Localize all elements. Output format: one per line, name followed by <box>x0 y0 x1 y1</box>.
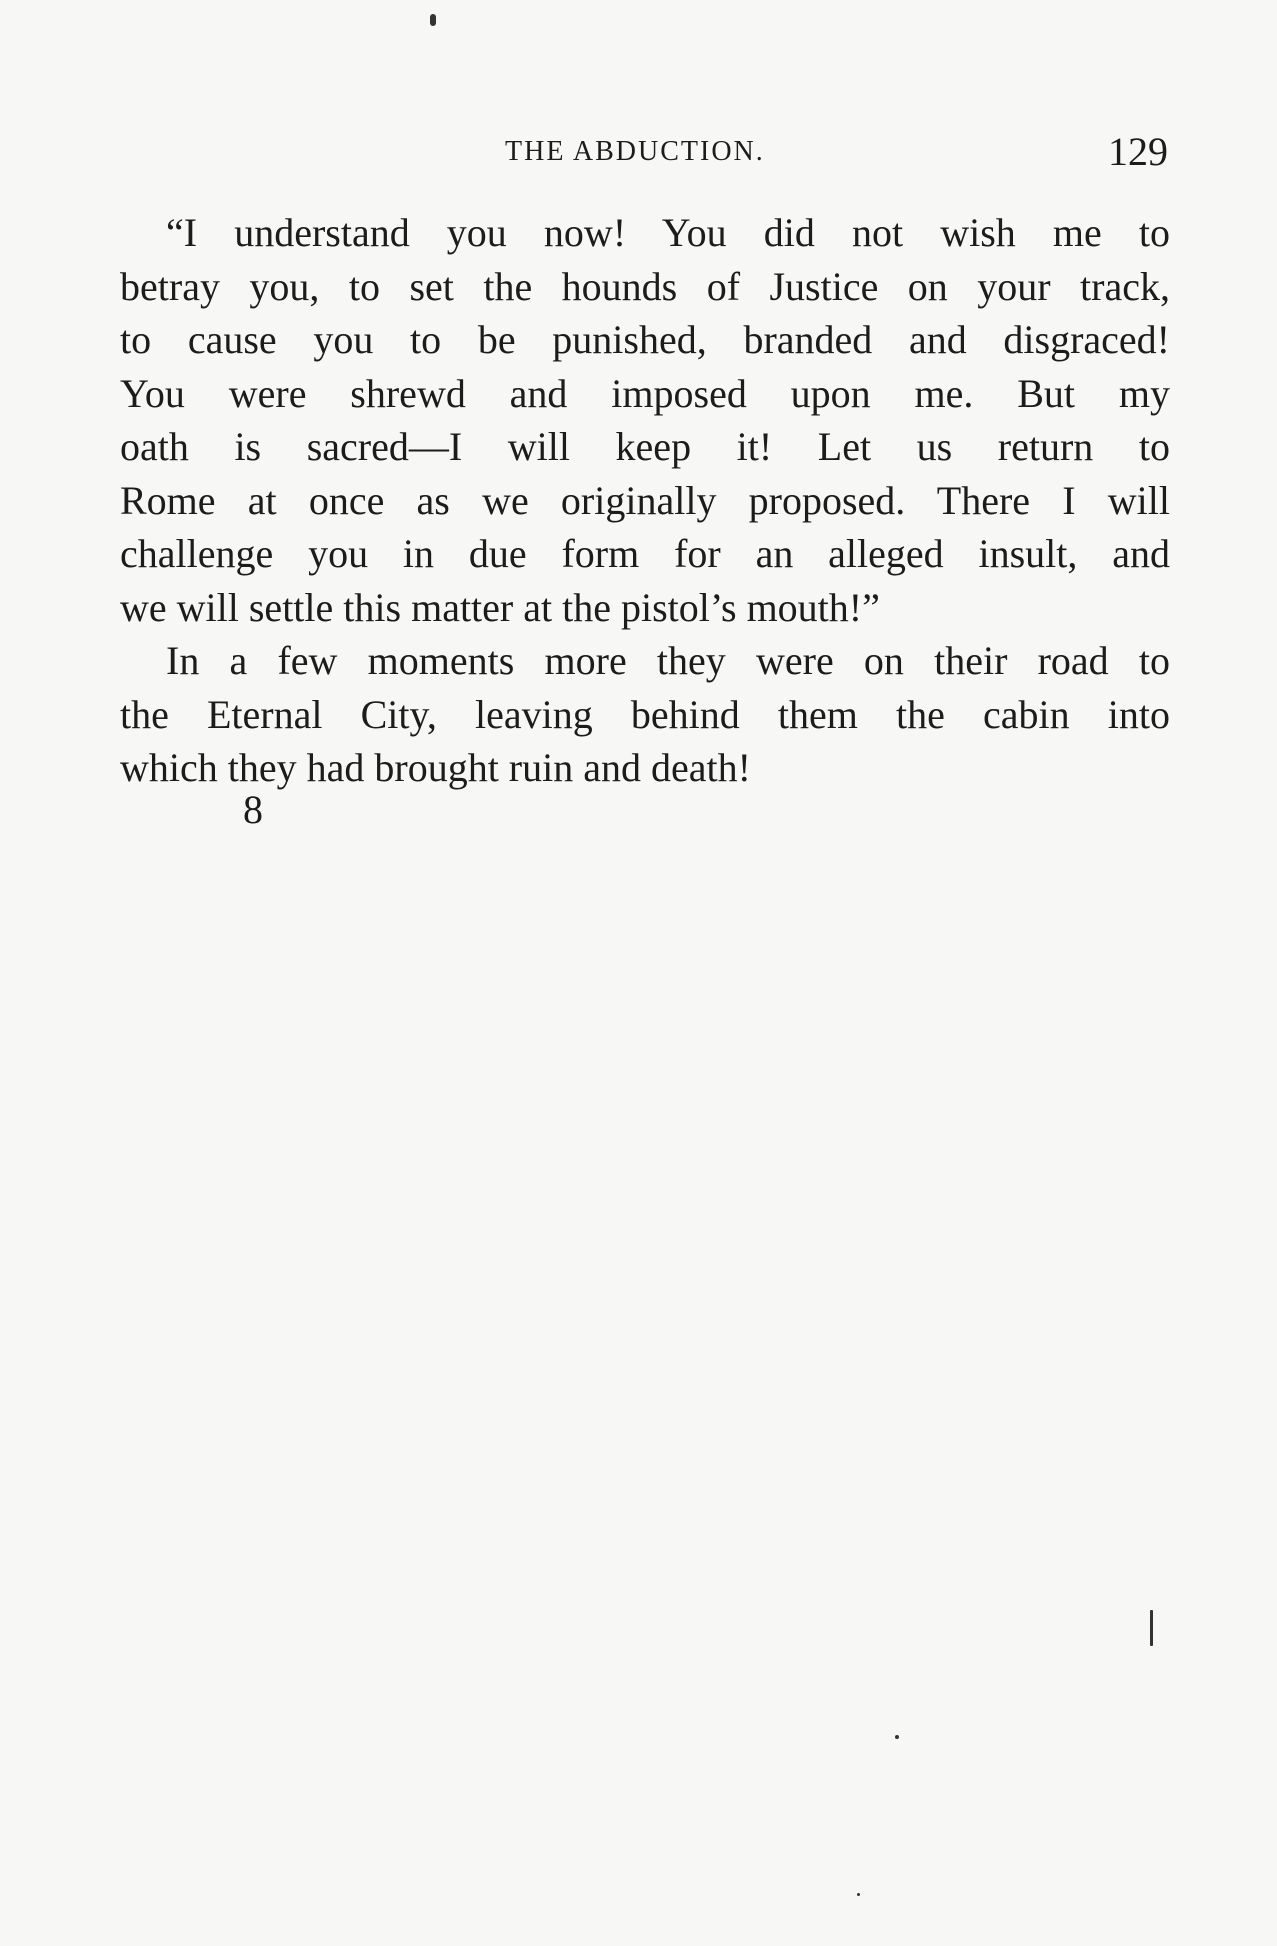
ink-speck <box>895 1735 899 1739</box>
text-line: we will settle this matter at the pistol’s mouth!” <box>120 584 880 630</box>
body-text <box>120 206 1170 795</box>
ink-speck <box>857 1893 860 1896</box>
running-title: THE ABDUCTION. <box>505 136 765 167</box>
text-line: Rome at once as we originally proposed. There I will <box>120 477 1170 523</box>
ink-speck <box>430 14 436 26</box>
paragraph-1 <box>120 206 1170 634</box>
page-number: 129 <box>1108 129 1168 174</box>
ink-speck <box>1150 1610 1153 1646</box>
text-line: which they had brought ruin and death! <box>120 745 751 790</box>
text-line: oath is sacred—I will keep it! Let us return to <box>120 424 1170 469</box>
text-line: challenge you in due form for an alleged insult, and <box>120 531 1170 576</box>
text-line: to cause you to be punished, branded and disgraced! <box>120 317 1170 362</box>
text-line: In a few moments more they were on their road to <box>166 638 1170 683</box>
text-line: the Eternal City, leaving behind them the cabin into <box>120 691 1170 737</box>
text-line: You were shrewd and imposed upon me. But my <box>120 370 1170 416</box>
paragraph-2 <box>120 634 1170 795</box>
signature-mark: 8 <box>243 787 263 832</box>
text-line: betray you, to set the hounds of Justice on your track, <box>120 263 1170 309</box>
running-head <box>0 128 1277 178</box>
text-line: “I understand you now! You did not wish me to <box>166 210 1170 255</box>
